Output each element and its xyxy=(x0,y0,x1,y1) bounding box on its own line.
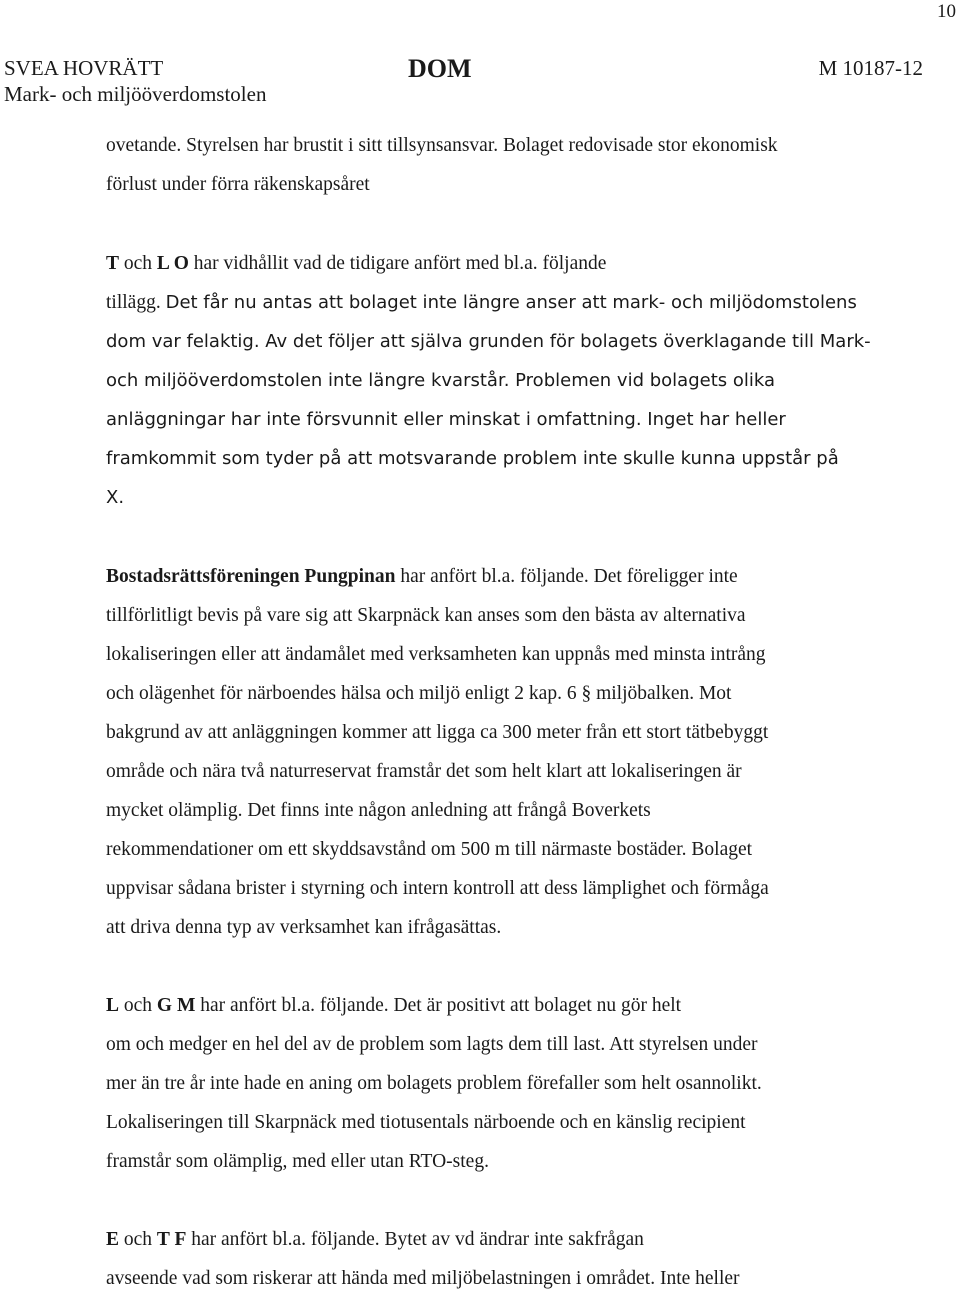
party-name: E xyxy=(106,1229,120,1250)
party-name: Bostadsrättsföreningen Pungpinan xyxy=(106,566,396,587)
text-line xyxy=(106,400,906,439)
text-fragment: anläggningar har inte försvunnit eller minskat i omfattning. xyxy=(106,409,648,430)
text-fragment: har anfört bl.a. följande. Bytet av vd ändrar inte sakfrågan xyxy=(186,1229,644,1250)
text-fragment: och xyxy=(119,1229,157,1250)
text-fragment: har anfört bl.a. följande. Det föreligger inte xyxy=(395,566,738,587)
text-line: uppvisar sådana brister i styrning och intern kontroll att dess lämplighet och förmåga xyxy=(106,878,769,899)
party-name: L O xyxy=(156,253,189,274)
party-name: G M xyxy=(156,995,196,1016)
page-number: 10 xyxy=(937,1,956,22)
party-name: T F xyxy=(156,1229,187,1250)
text-line xyxy=(106,244,906,283)
text-line xyxy=(106,361,906,400)
text-fragment: Inget har heller xyxy=(647,409,786,430)
text-line: lokaliseringen eller att ändamålet med verksamheten kan uppnås med minsta intrång xyxy=(106,644,766,665)
text-line xyxy=(106,986,906,1025)
text-line xyxy=(106,557,906,596)
court-name: SVEA HOVRÄTT xyxy=(4,56,164,80)
text-line: bakgrund av att anläggningen kommer att ligga ca 300 meter från ett stort tätbebyggt xyxy=(106,722,769,743)
text-line: mycket olämplig. Det finns inte någon anledning att frångå Boverkets xyxy=(106,800,651,821)
text-line: X. xyxy=(106,487,125,508)
text-line: avseende vad som riskerar att hända med miljöbelastningen i området. Inte heller xyxy=(106,1268,740,1289)
text-line xyxy=(106,322,906,361)
text-line: område och nära två naturreservat framstår det som helt klart att lokaliseringen är xyxy=(106,761,742,782)
paragraph-4 xyxy=(106,986,906,1181)
text-line: att driva denna typ av verksamhet kan ifrågasättas. xyxy=(106,917,502,938)
text-line: framkommit som tyder på att motsvarande problem inte skulle kunna uppstår på xyxy=(106,448,839,469)
text-fragment: och miljööverdomstolen inte längre kvarstår. xyxy=(106,370,516,391)
text-line xyxy=(106,1220,906,1259)
text-fragment: och xyxy=(119,995,157,1016)
text-line: rekommendationer om ett skyddsavstånd om 500 m till närmaste bostäder. Bolaget xyxy=(106,839,753,860)
case-number: M 10187-12 xyxy=(818,56,923,80)
text-fragment: Av det följer att själva grunden för bolagets överklagande till Mark- xyxy=(265,331,871,352)
paragraph-2 xyxy=(106,244,906,517)
text-line xyxy=(106,283,906,322)
text-fragment: har anfört bl.a. följande. Det är positivt att bolaget nu gör helt xyxy=(195,995,682,1016)
paragraph-3 xyxy=(106,557,906,947)
text-line: framstår som olämplig, med eller utan RTO-steg. xyxy=(106,1151,489,1172)
paragraph-1 xyxy=(106,126,906,204)
text-line: om och medger en hel del av de problem som lagts dem till last. Att styrelsen under xyxy=(106,1034,758,1055)
party-name: L xyxy=(106,995,120,1016)
document-type: DOM xyxy=(408,54,472,83)
paragraph-5 xyxy=(106,1220,906,1298)
text-fragment: har vidhållit vad de tidigare anfört med bl.a. följande xyxy=(188,253,607,274)
text-line: ovetande. Styrelsen har brustit i sitt tillsynsansvar. Bolaget redovisade stor ekonomisk xyxy=(106,135,778,156)
text-line: förlust under förra räkenskapsåret xyxy=(106,174,370,195)
text-fragment: och xyxy=(119,253,157,274)
text-fragment: Det får nu antas att bolaget inte längre anser att mark- och miljödomstolens xyxy=(165,292,857,313)
court-department: Mark- och miljööverdomstolen xyxy=(4,82,267,106)
text-line: och olägenhet för närboendes hälsa och miljö enligt 2 kap. 6 § miljöbalken. Mot xyxy=(106,683,732,704)
text-line: mer än tre år inte hade en aning om bolagets problem förefaller som helt osannolikt. xyxy=(106,1073,762,1094)
text-line: Lokaliseringen till Skarpnäck med tiotusentals närboende och en känslig recipient xyxy=(106,1112,746,1133)
party-name: T xyxy=(106,253,120,274)
text-fragment: dom var felaktig. xyxy=(106,331,266,352)
text-fragment: tillägg. xyxy=(106,292,166,313)
text-fragment: Problemen vid bolagets olika xyxy=(515,370,776,391)
text-line: tillförlitligt bevis på vare sig att Skarpnäck kan anses som den bästa av alternativa xyxy=(106,605,746,626)
